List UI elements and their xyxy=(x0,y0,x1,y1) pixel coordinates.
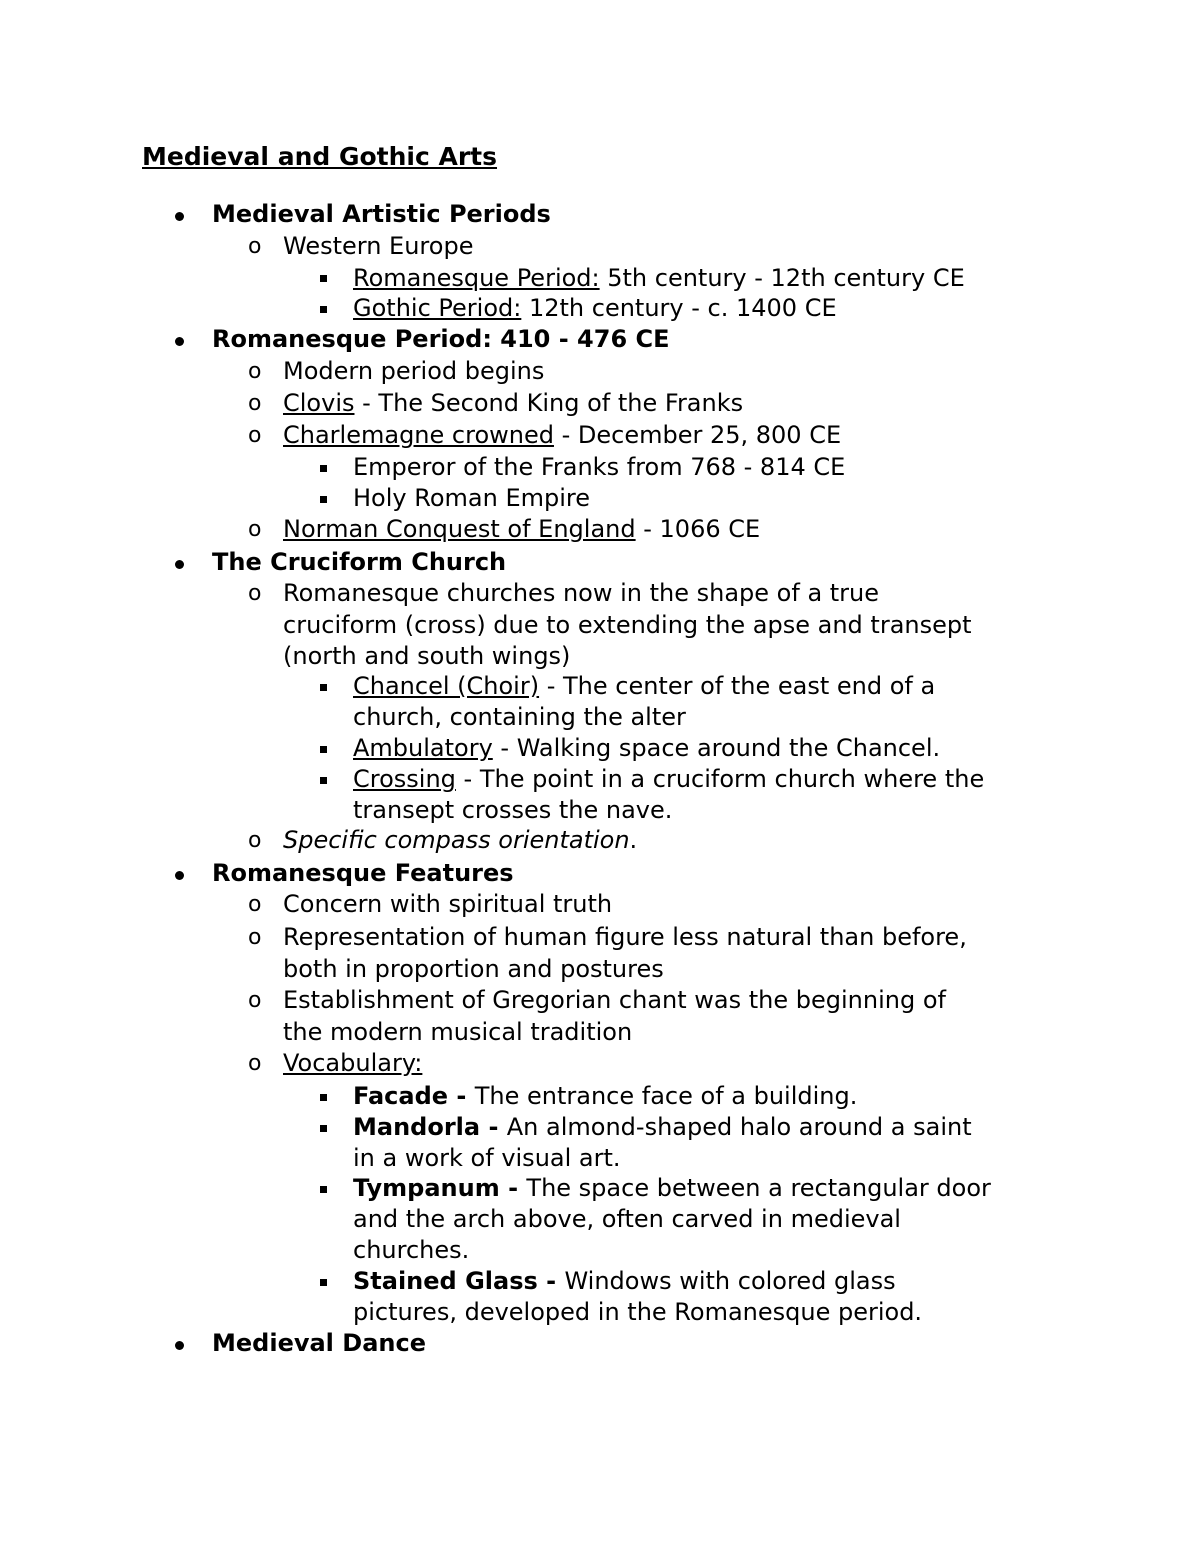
list-item: Establishment of Gregorian chant was the beginning of xyxy=(283,986,946,1014)
list-item: Holy Roman Empire xyxy=(353,484,590,512)
list-item: Representation of human figure less natural than before, xyxy=(283,923,967,951)
term-label: Stained Glass - xyxy=(353,1267,565,1295)
list-item: Vocabulary: xyxy=(283,1049,423,1077)
term-label: Facade - xyxy=(353,1082,475,1110)
term-label: Chancel (Choir) xyxy=(353,672,540,700)
section-heading: Medieval Artistic Periods xyxy=(212,200,551,228)
bullet-dot-icon xyxy=(175,337,184,346)
term-text: 5th century - 12th century CE xyxy=(599,264,965,292)
bullet-dot-icon xyxy=(175,1341,184,1350)
term-text: - 1066 CE xyxy=(635,515,761,543)
term-text: The entrance face of a building. xyxy=(474,1082,858,1110)
square-bullet-icon xyxy=(320,465,327,472)
square-bullet-icon xyxy=(320,1125,327,1132)
list-item xyxy=(353,764,984,795)
vocab-item xyxy=(353,1266,896,1297)
bullet-dot-icon xyxy=(175,871,184,880)
section-heading: Medieval Dance xyxy=(212,1329,426,1357)
term-text: Windows with colored glass xyxy=(564,1267,896,1295)
list-item xyxy=(353,733,940,764)
list-item-continuation: in a work of visual art. xyxy=(353,1144,621,1172)
circle-bullet-icon: o xyxy=(248,234,262,259)
circle-bullet-icon: o xyxy=(248,1051,262,1076)
term-label: Tympanum - xyxy=(353,1174,527,1202)
vocab-item xyxy=(353,1081,857,1112)
term-text: 12th century - c. 1400 CE xyxy=(521,294,837,322)
square-bullet-icon xyxy=(320,777,327,784)
list-item: Modern period begins xyxy=(283,357,545,385)
term-text: The space between a rectangular door xyxy=(526,1174,991,1202)
list-item-continuation: transept crosses the nave. xyxy=(353,796,673,824)
circle-bullet-icon: o xyxy=(248,517,262,542)
document-title: Medieval and Gothic Arts xyxy=(142,142,498,171)
square-bullet-icon xyxy=(320,306,327,313)
square-bullet-icon xyxy=(320,1094,327,1101)
list-item-continuation: the modern musical tradition xyxy=(283,1018,633,1046)
list-item xyxy=(353,671,935,702)
circle-bullet-icon: o xyxy=(248,892,262,917)
term-text: An almond-shaped halo around a saint xyxy=(506,1113,972,1141)
list-item xyxy=(283,514,760,545)
term-label: Romanesque Period: xyxy=(353,264,600,292)
square-bullet-icon xyxy=(320,1186,327,1193)
term-label: Clovis xyxy=(283,389,355,417)
list-item xyxy=(283,825,637,856)
list-item xyxy=(283,420,841,451)
list-item xyxy=(283,388,743,419)
emphasis-text: Specific compass orientation xyxy=(283,826,630,854)
term-label: Mandorla - xyxy=(353,1113,507,1141)
section-heading: Romanesque Features xyxy=(212,859,514,887)
term-label: Crossing xyxy=(353,765,456,793)
square-bullet-icon xyxy=(320,496,327,503)
term-label: Ambulatory xyxy=(353,734,493,762)
list-item: Concern with spiritual truth xyxy=(283,890,613,918)
term-label: Charlemagne crowned xyxy=(283,421,554,449)
term-label: Norman Conquest of England xyxy=(283,515,636,543)
vocab-item xyxy=(353,1173,991,1204)
bullet-dot-icon xyxy=(175,212,184,221)
term-text: - The point in a cruciform church where the xyxy=(455,765,985,793)
term-text: - December 25, 800 CE xyxy=(553,421,842,449)
list-item: Western Europe xyxy=(283,232,474,260)
square-bullet-icon xyxy=(320,1279,327,1286)
section-heading: Romanesque Period: 410 - 476 CE xyxy=(212,325,670,353)
vocab-item xyxy=(353,1112,972,1143)
circle-bullet-icon: o xyxy=(248,581,262,606)
list-item-continuation: churches. xyxy=(353,1236,470,1264)
circle-bullet-icon: o xyxy=(248,828,262,853)
term-text: - The Second King of the Franks xyxy=(354,389,744,417)
square-bullet-icon xyxy=(320,275,327,282)
list-item-continuation: church, containing the alter xyxy=(353,703,686,731)
list-item xyxy=(353,293,837,324)
term-label: Gothic Period: xyxy=(353,294,522,322)
period: . xyxy=(629,826,638,854)
list-item-continuation: (north and south wings) xyxy=(283,642,571,670)
list-item: Emperor of the Franks from 768 - 814 CE xyxy=(353,453,846,481)
list-item xyxy=(353,263,965,294)
section-heading: The Cruciform Church xyxy=(212,548,507,576)
circle-bullet-icon: o xyxy=(248,925,262,950)
circle-bullet-icon: o xyxy=(248,423,262,448)
circle-bullet-icon: o xyxy=(248,391,262,416)
term-text: - The center of the east end of a xyxy=(539,672,936,700)
list-item: Romanesque churches now in the shape of a true xyxy=(283,579,880,607)
term-text: - Walking space around the Chancel. xyxy=(492,734,941,762)
list-item-continuation: pictures, developed in the Romanesque period. xyxy=(353,1298,923,1326)
list-item-continuation: and the arch above, often carved in medieval xyxy=(353,1205,901,1233)
square-bullet-icon xyxy=(320,746,327,753)
circle-bullet-icon: o xyxy=(248,359,262,384)
list-item-continuation: cruciform (cross) due to extending the apse and transept xyxy=(283,611,972,639)
square-bullet-icon xyxy=(320,684,327,691)
list-item-continuation: both in proportion and postures xyxy=(283,955,664,983)
bullet-dot-icon xyxy=(175,560,184,569)
circle-bullet-icon: o xyxy=(248,988,262,1013)
